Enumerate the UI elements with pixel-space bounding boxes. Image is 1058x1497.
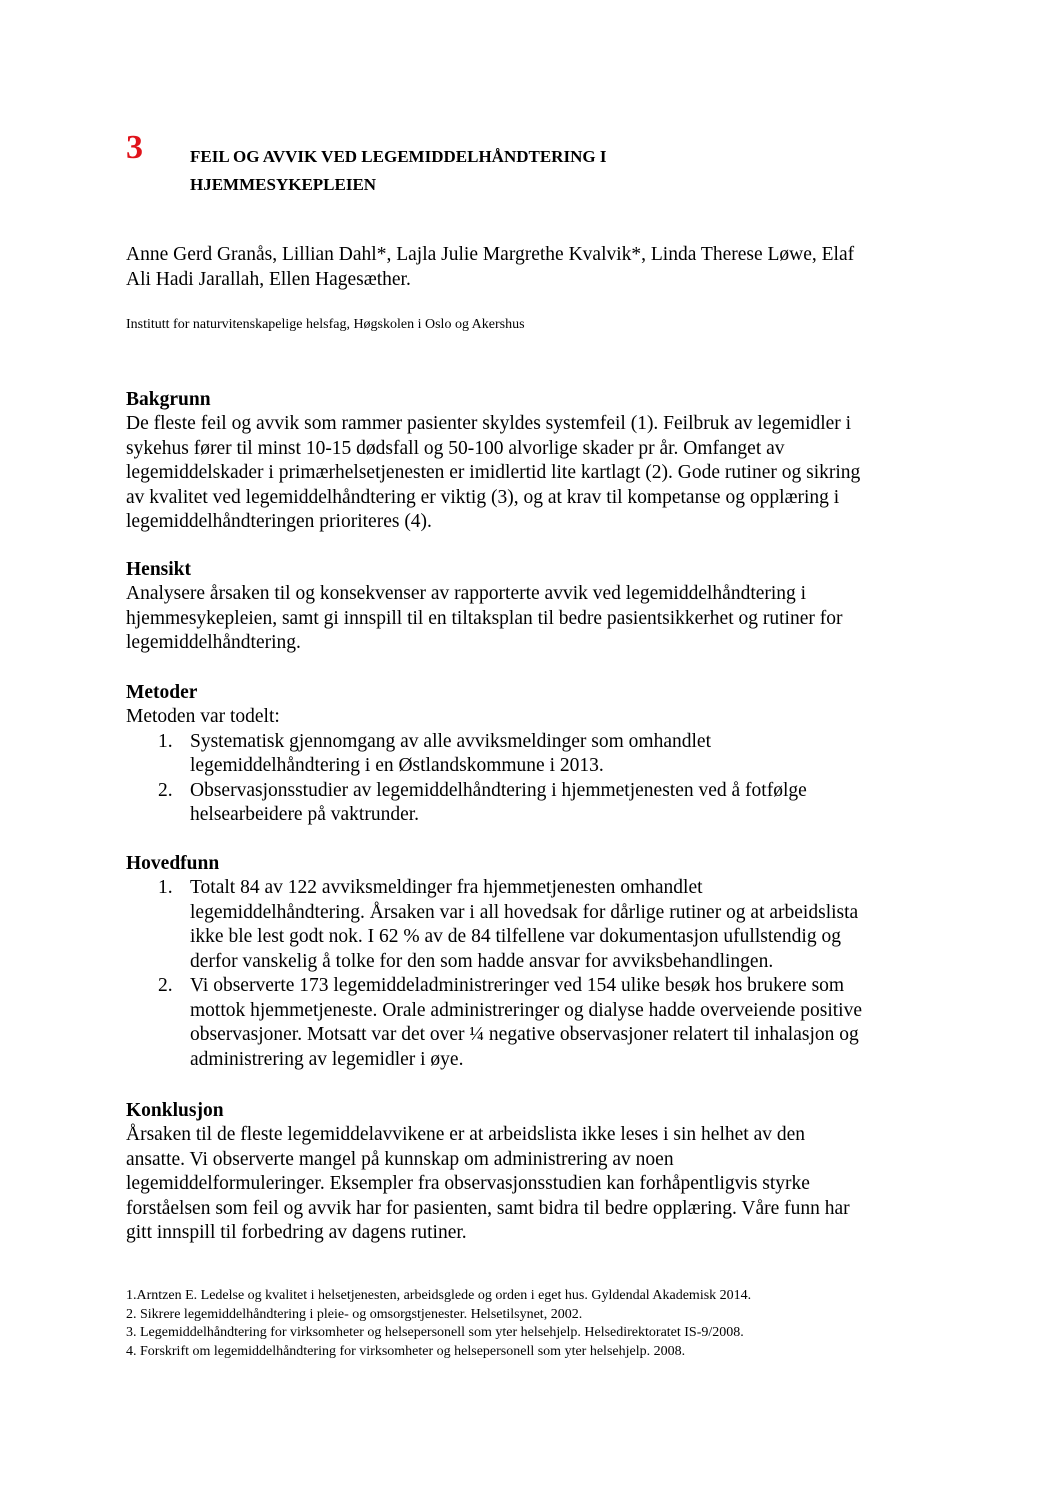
author-line: Ali Hadi Jarallah, Ellen Hagesæther. xyxy=(126,269,411,290)
body-line: forståelsen som feil og avvik har for pasienten, samt bidra til bedre opplæring. Våre funn har xyxy=(126,1197,850,1219)
list-item xyxy=(126,876,956,974)
list-line: ikke ble lest godt nok. I 62 % av de 84 tilfellene var dokumentasjon ufullstendig og xyxy=(190,926,841,947)
section-heading: Hensikt xyxy=(126,559,192,580)
section-heading: Hovedfunn xyxy=(126,853,220,874)
section-intro xyxy=(126,705,956,730)
list-number: 2. xyxy=(158,779,173,801)
list-line: mottok hjemmetjeneste. Orale administreringer og dialyse hadde overveiende positive xyxy=(190,999,862,1021)
list-number: 1. xyxy=(158,877,173,898)
list-line: Totalt 84 av 122 avviksmeldinger fra hjemmetjenesten omhandlet xyxy=(190,877,703,898)
list-line: legemiddelhåndtering. Årsaken var i all hovedsak for dårlige rutiner og at arbeidslista xyxy=(190,901,859,923)
list-line: derfor vanskelig å tolke for den som hadde ansvar for avviksbehandlingen. xyxy=(190,950,774,972)
body-line: Metoden var todelt: xyxy=(126,706,280,727)
chapter-title-line: FEIL OG AVVIK VED LEGEMIDDELHÅNDTERING I xyxy=(190,147,607,166)
section-hensikt xyxy=(126,557,956,656)
list-item xyxy=(126,974,956,1072)
body-line: ansatte. Vi observerte mangel på kunnskap om administrering av noen xyxy=(126,1148,674,1170)
affiliation: Institutt for naturvitenskapelige helsfag, Høgskolen i Oslo og Akershus xyxy=(126,317,525,332)
list-line: administrering av legemidler i øye. xyxy=(190,1048,464,1070)
body-line: legemiddelskader i primærhelsetjenesten er imidlertid lite kartlagt (2). Gode rutiner og sikring xyxy=(126,462,861,483)
body-line: sykehus fører til minst 10-15 dødsfall og 50-100 alvorlige skader pr år. Omfanget av xyxy=(126,437,785,459)
list-number: 2. xyxy=(158,975,173,996)
body-line: De fleste feil og avvik som rammer pasienter skyldes systemfeil (1). Feilbruk av legemidler i xyxy=(126,413,852,434)
chapter-number: 3 xyxy=(126,129,143,166)
section-heading: Bakgrunn xyxy=(126,389,211,410)
body-line: av kvalitet ved legemiddelhåndtering er viktig (3), og at krav til kompetanse og opplæring i xyxy=(126,486,840,508)
list-line: helsearbeidere på vaktrunder. xyxy=(190,804,420,825)
list-line: Systematisk gjennomgang av alle avviksmeldinger som omhandlet xyxy=(190,730,711,752)
list-line: Vi observerte 173 legemiddeladministreringer ved 154 ulike besøk hos brukere som xyxy=(190,975,845,996)
section-hovedfunn xyxy=(126,851,956,1072)
list-line: observasjoner. Motsatt var det over ¼ negative observasjoner relatert til inhalasjon og xyxy=(190,1024,859,1045)
list-number: 1. xyxy=(158,730,173,752)
list-line: legemiddelhåndtering i en Østlandskommune i 2013. xyxy=(190,755,604,776)
body-line: legemiddelformuleringer. Eksempler fra observasjonsstudien kan forhåpentligvis styrke xyxy=(126,1173,810,1194)
list-item xyxy=(126,779,956,828)
section-metoder xyxy=(126,680,956,828)
body-line: hjemmesykepleien, samt gi innspill til en tiltaksplan til bedre pasientsikkerhet og rutiner for xyxy=(126,607,843,629)
section-body xyxy=(126,582,956,656)
list-line: Observasjonsstudier av legemiddelhåndtering i hjemmetjenesten ved å fotfølge xyxy=(190,779,807,801)
body-line: legemiddelhåndtering. xyxy=(126,632,301,653)
reference-item: 4. Forskrift om legemiddelhåndtering for virksomheter og helsepersonell som yter helsehjelp. 2008. xyxy=(126,1343,686,1359)
section-heading: Metoder xyxy=(126,682,198,703)
reference-item: 3. Legemiddelhåndtering for virksomheter og helsepersonell som yter helsehjelp. Helsedirektoratet IS-9/2008. xyxy=(126,1325,744,1340)
body-line: gitt innspill til forbedring av dagens rutiner. xyxy=(126,1222,467,1243)
reference-list xyxy=(126,1287,956,1361)
chapter-title xyxy=(190,143,890,199)
list-item xyxy=(126,730,956,779)
reference-item: 2. Sikrere legemiddelhåndtering i pleie- og omsorgstjenester. Helsetilsynet, 2002. xyxy=(126,1306,583,1322)
section-bakgrunn xyxy=(126,387,956,535)
body-line: Analysere årsaken til og konsekvenser av rapporterte avvik ved legemiddelhåndtering i xyxy=(126,583,807,604)
author-list xyxy=(126,242,946,292)
findings-list xyxy=(126,876,956,1072)
section-body xyxy=(126,1123,956,1246)
author-line: Anne Gerd Granås, Lillian Dahl*, Lajla Julie Margrethe Kvalvik*, Linda Therese Løwe, Elaf xyxy=(126,244,855,265)
reference-item: 1.Arntzen E. Ledelse og kvalitet i helsetjenesten, arbeidsglede og orden i eget hus. Gyldendal Akademisk 2014. xyxy=(126,1288,752,1303)
body-line: Årsaken til de fleste legemiddelavvikene er at arbeidslista ikke leses i sin helhet av den xyxy=(126,1124,806,1145)
section-konklusjon xyxy=(126,1098,956,1246)
method-list xyxy=(126,730,956,828)
body-line: legemiddelhåndteringen prioriteres (4). xyxy=(126,511,432,532)
section-heading: Konklusjon xyxy=(126,1100,224,1121)
section-body xyxy=(126,412,956,535)
chapter-title-line: HJEMMESYKEPLEIEN xyxy=(190,175,377,194)
